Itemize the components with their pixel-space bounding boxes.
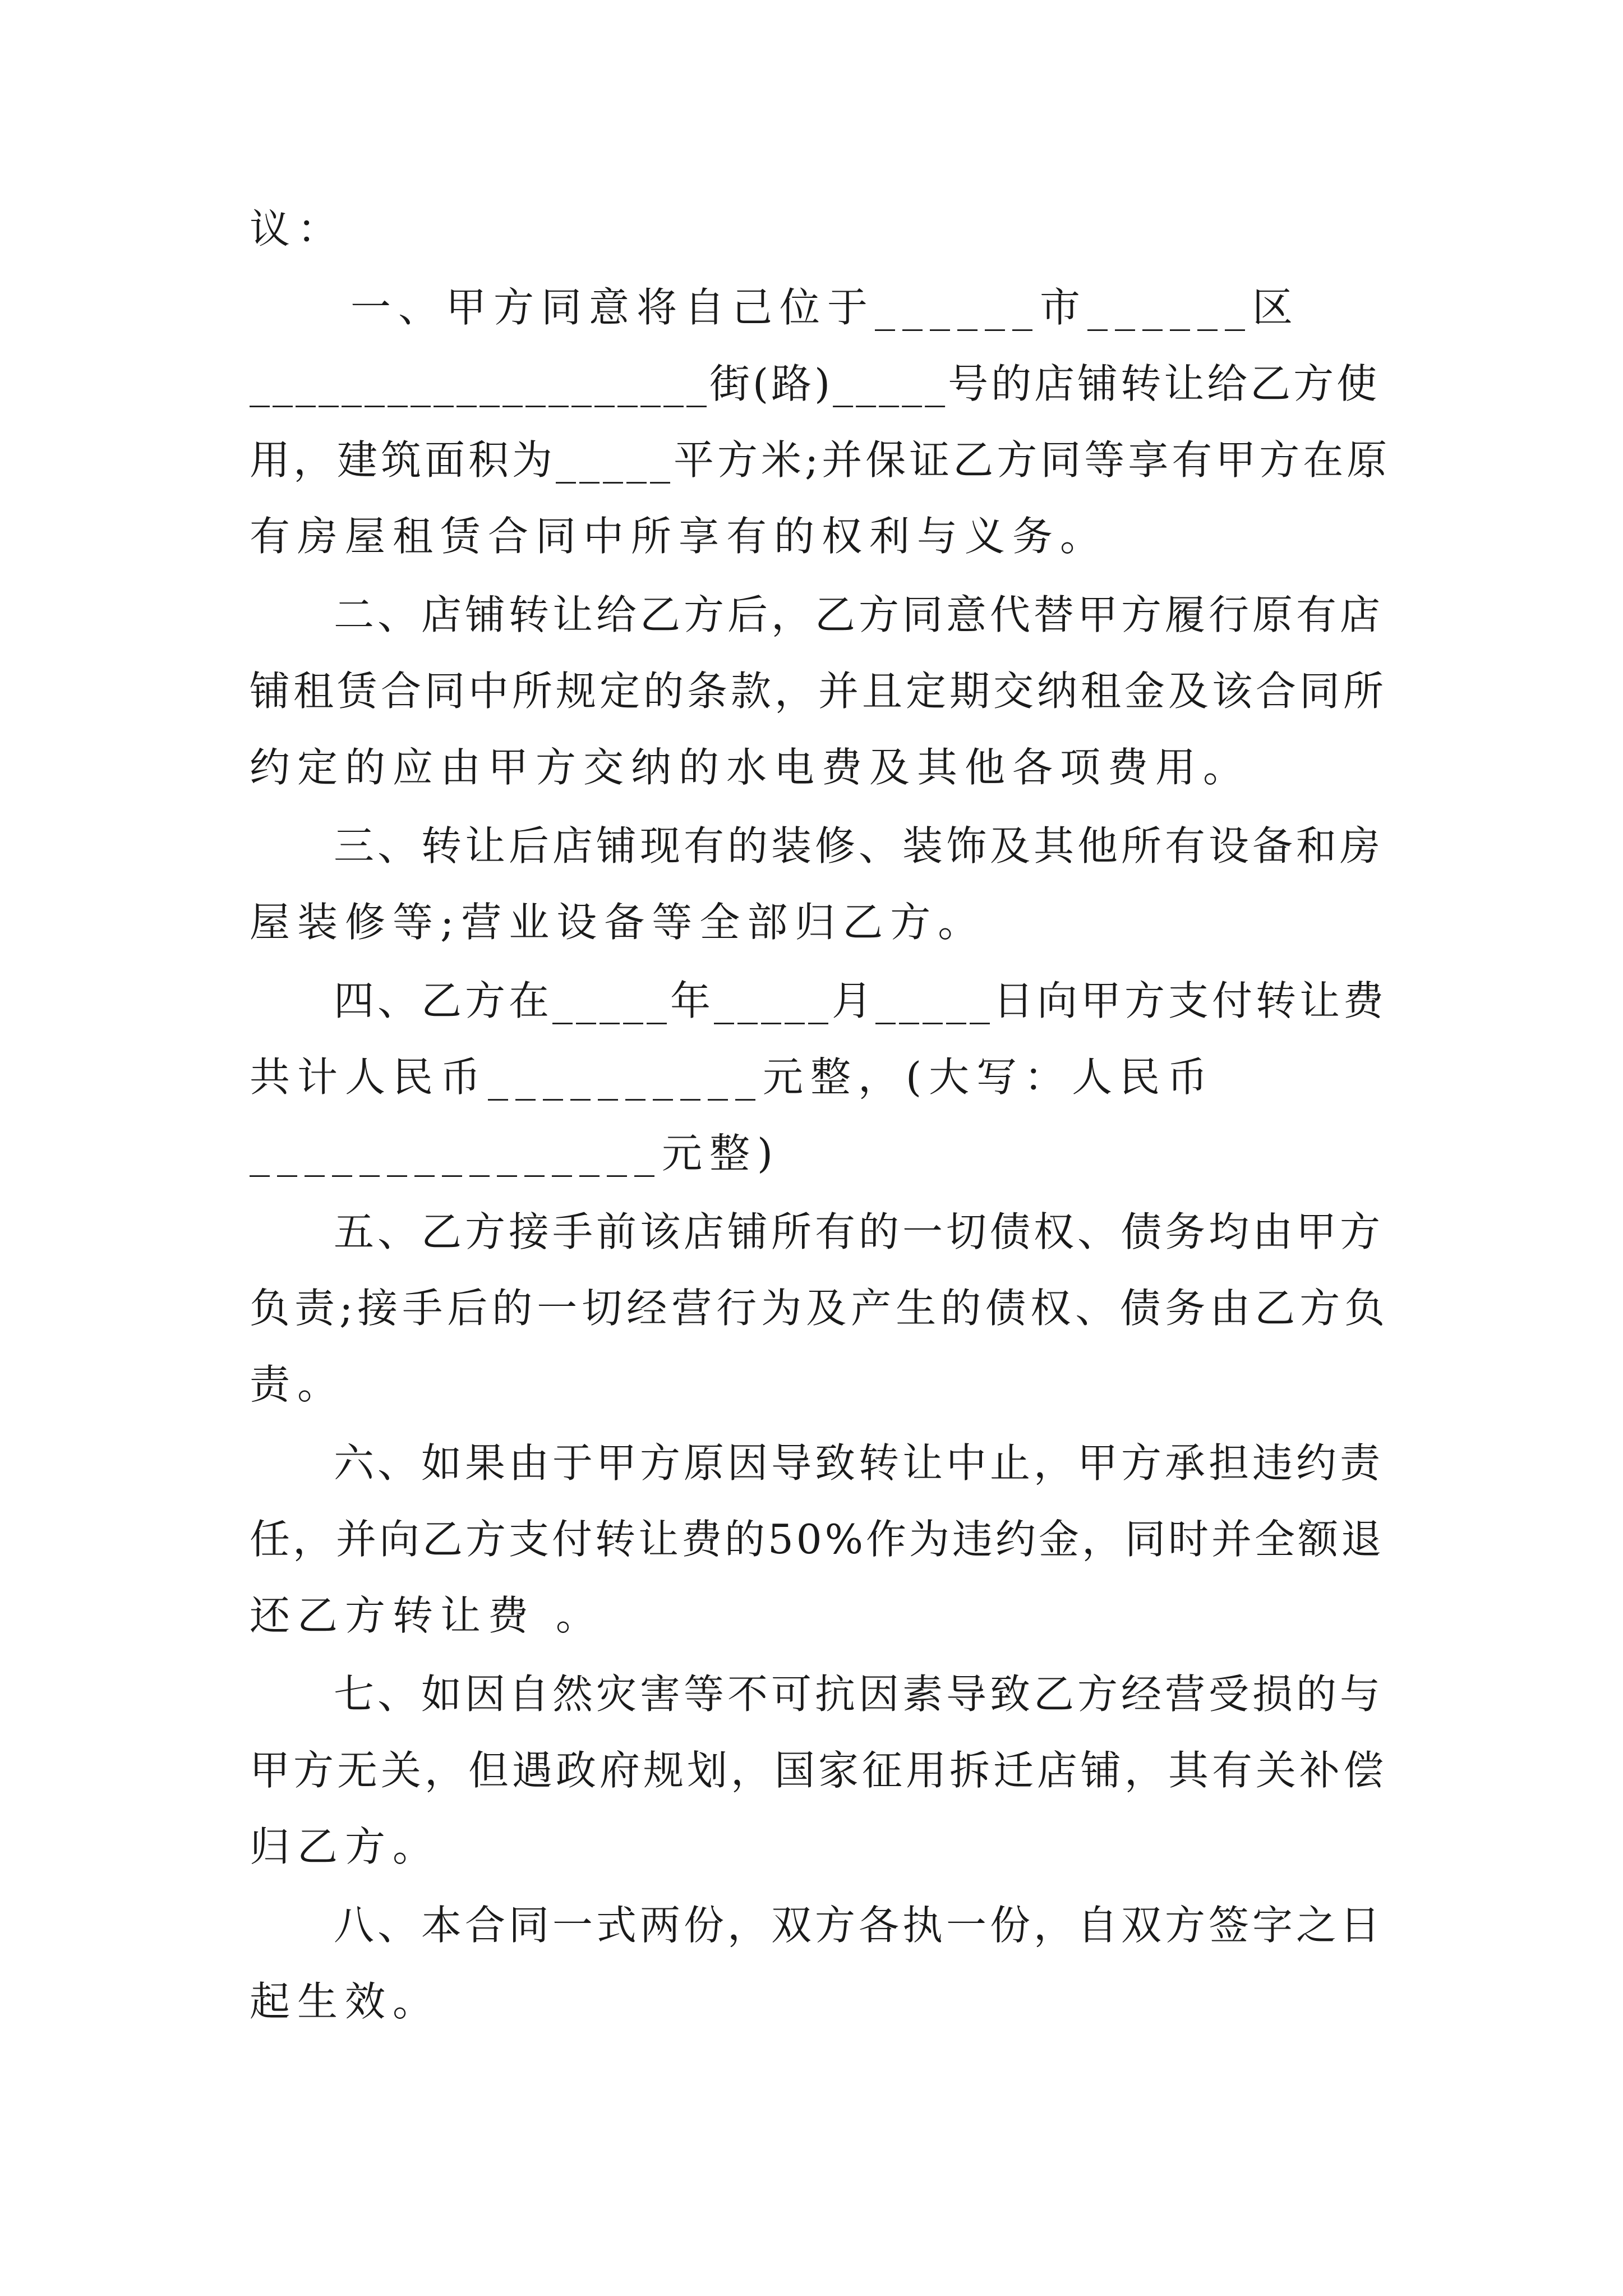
clause-6-line-2: 任，并向乙方支付转让费的50%作为违约金，同时并全额退: [250, 1516, 1385, 1563]
clause-1-line-1: 一、甲方同意将自己位于______市______区: [351, 284, 1301, 331]
text-line: 议：: [250, 205, 345, 252]
clause-3-line-1: 三、转让后店铺现有的装修、装饰及其他所有设备和房: [334, 822, 1384, 869]
clause-2-line-1: 二、店铺转让给乙方后，乙方同意代替甲方履行原有店: [334, 591, 1384, 638]
clause-6-line-1: 六、如果由于甲方原因导致转让中止，甲方承担违约责: [334, 1439, 1384, 1487]
clause-4-line-2: 共计人民币__________元整，(大写：人民币: [250, 1053, 1215, 1101]
clause-2-line-2: 铺租赁合同中所规定的条款，并且定期交纳租金及该合同所: [250, 668, 1387, 715]
clause-1-line-2: ____________________街(路)_____号的店铺转让给乙方使: [250, 360, 1380, 407]
clause-7-line-1: 七、如因自然灾害等不可抗因素导致乙方经营受损的与: [334, 1671, 1384, 1718]
clause-5-line-1: 五、乙方接手前该店铺所有的一切债权、债务均由甲方: [334, 1208, 1384, 1255]
clause-1-line-4: 有房屋租赁合同中所享有的权利与义务。: [250, 513, 1108, 560]
clause-1-line-3: 用，建筑面积为_____平方米;并保证乙方同等享有甲方在原: [250, 436, 1391, 484]
clause-4-line-1: 四、乙方在_____年_____月_____日向甲方支付转让费: [334, 977, 1387, 1024]
clause-6-line-3: 还乙方转让费 。: [250, 1592, 603, 1639]
clause-8-line-2: 起生效。: [250, 1978, 441, 2025]
clause-7-line-2: 甲方无关，但遇政府规划，国家征用拆迁店铺，其有关补偿: [250, 1747, 1387, 1794]
clause-5-line-3: 责。: [250, 1361, 345, 1408]
clause-7-line-3: 归乙方。: [250, 1823, 441, 1870]
clause-8-line-1: 八、本合同一式两份，双方各执一份，自双方签字之日: [334, 1902, 1384, 1949]
clause-5-line-2: 负责;接手后的一切经营行为及产生的债权、债务由乙方负: [250, 1285, 1390, 1332]
clause-4-line-3: _______________元整): [250, 1130, 781, 1177]
clause-3-line-2: 屋装修等;营业设备等全部归乙方。: [250, 899, 986, 946]
clause-2-line-3: 约定的应由甲方交纳的水电费及其他各项费用。: [250, 744, 1251, 791]
document-page: [250, 191, 1394, 2040]
